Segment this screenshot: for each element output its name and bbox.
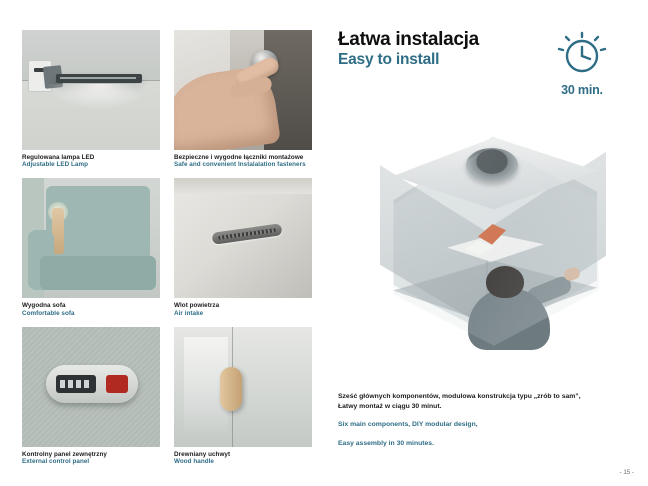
clock-icon — [538, 28, 626, 80]
caption-pl: Wygodna sofa — [22, 302, 66, 310]
photo-fasteners — [174, 30, 312, 150]
right-column — [338, 0, 638, 486]
caption-pl: Regulowana lampa LED — [22, 154, 95, 161]
description-pl-line2: Łatwy montaż w ciągu 30 minut. — [338, 403, 442, 411]
heading-block — [338, 30, 479, 68]
description-block — [338, 392, 628, 449]
caption-en: External control panel — [22, 458, 90, 466]
caption — [22, 298, 160, 316]
description-pl-line1: Sześć głównych komponentów, modulowa konstrukcja typu „zrób to sam”, — [338, 393, 581, 400]
caption — [174, 447, 312, 465]
caption — [22, 447, 160, 465]
photo-wood-handle — [174, 327, 312, 447]
gallery-item — [22, 30, 160, 168]
gallery-item — [22, 327, 160, 465]
gallery-item — [174, 327, 312, 465]
photo-sofa — [22, 178, 160, 298]
caption-en: Air intake — [174, 309, 204, 317]
fan-unit — [466, 148, 518, 182]
photo-air-intake — [174, 178, 312, 298]
description-en-line2: Easy assembly in 30 minutes. — [338, 439, 434, 447]
photo-led-lamp — [22, 30, 160, 150]
gallery-item — [174, 178, 312, 316]
caption — [174, 298, 312, 316]
page-number: - 15 - — [619, 469, 634, 476]
photo-control-panel — [22, 327, 160, 447]
caption-en: Safe and convenient Instalalation fasteners — [174, 161, 306, 169]
caption-en: Adjustable LED Lamp — [22, 161, 89, 169]
gallery-item — [22, 178, 160, 316]
page-title-pl: Łatwa instalacja — [338, 29, 479, 50]
caption-pl: Drewniany uchwyt — [174, 450, 231, 458]
badge-label: 30 min. — [561, 83, 603, 97]
page-title-en: Easy to install — [338, 50, 440, 68]
caption-pl: Bezpieczne i wygodne łączniki montażowe — [174, 154, 304, 161]
description-en-line1: Six main components, DIY modular design, — [338, 421, 478, 429]
time-badge — [538, 28, 626, 97]
caption-en: Comfortable sofa — [22, 309, 75, 317]
caption — [174, 150, 312, 168]
booth-render — [346, 96, 638, 386]
caption-pl: Wlot powietrza — [174, 302, 220, 310]
caption-pl: Kontrolny panel zewnętrzny — [22, 450, 107, 458]
photo-gallery — [22, 30, 322, 465]
caption — [22, 150, 160, 168]
caption-en: Wood handle — [174, 458, 214, 466]
gallery-item — [174, 30, 312, 168]
